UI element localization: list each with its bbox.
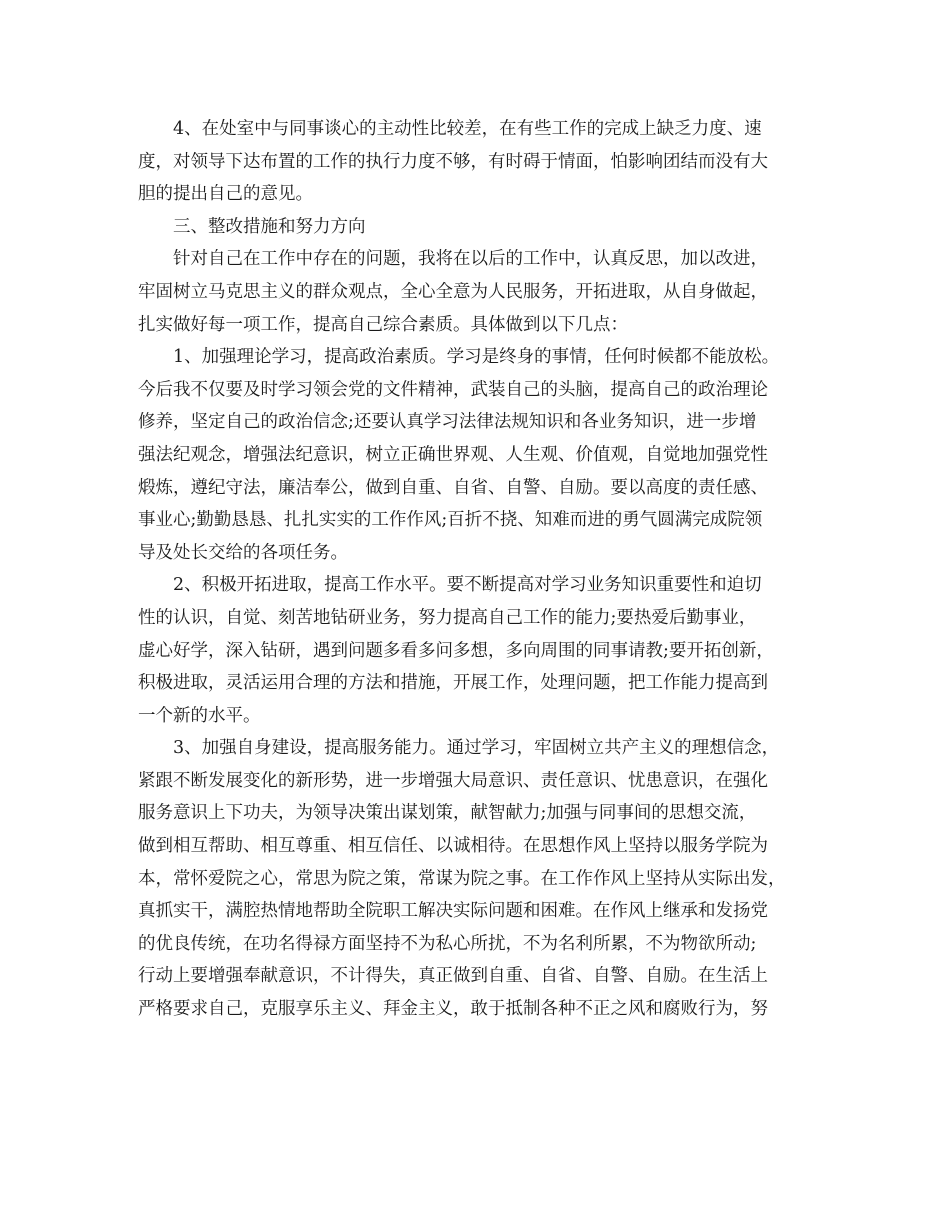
text-line: 修养，坚定自己的政治信念;还要认真学习法律法规知识和各业务知识，进一步增 <box>138 412 757 433</box>
text-line: 2、积极开拓进取，提高工作水平。要不断提高对学习业务知识重要性和迫切 <box>173 575 762 596</box>
text-line: 导及处长交给的各项任务。 <box>138 542 348 563</box>
text-line: 紧跟不断发展变化的新形势，进一步增强大局意识、责任意识、忧患意识，在强化 <box>138 770 768 791</box>
text-line: 事业心;勤勤恳恳、扎扎实实的工作作风;百折不挠、知难而进的勇气圆满完成院领 <box>138 510 763 531</box>
text-line: 强法纪观念，增强法纪意识，树立正确世界观、人生观、价值观，自觉地加强党性 <box>138 444 768 465</box>
text-line: 积极进取，灵活运用合理的方法和措施，开展工作，处理问题，把工作能力提高到 <box>138 673 768 694</box>
text-line: 性的认识，自觉、刻苦地钻研业务，努力提高自己工作的能力;要热爱后勤事业， <box>138 607 757 628</box>
text-line: 针对自己在工作中存在的问题，我将在以后的工作中，认真反思，加以改进， <box>173 249 768 270</box>
text-line: 牢固树立马克思主义的群众观点，全心全意为人民服务，开拓进取，从自身做起， <box>138 281 768 302</box>
text-line: 4、在处室中与同事谈心的主动性比较差，在有些工作的完成上缺乏力度、速 <box>173 119 762 139</box>
text-line: 扎实做好每一项工作，提高自己综合素质。具体做到以下几点： <box>138 314 628 335</box>
text-line: 1、加强理论学习，提高政治素质。学习是终身的事情，任何时候都不能放松。 <box>173 347 780 368</box>
text-line: 的优良传统，在功名得禄方面坚持不为私心所扰，不为名利所累，不为物欲所动; <box>138 933 757 954</box>
text-line: 服务意识上下功夫，为领导决策出谋划策，献智献力;加强与同事间的思想交流， <box>138 803 757 824</box>
text-line: 胆的提出自己的意见。 <box>138 184 313 205</box>
text-line: 3、加强自身建设，提高服务能力。通过学习，牢固树立共产主义的理想信念， <box>173 738 780 759</box>
text-line: 度，对领导下达布置的工作的执行力度不够，有时碍于情面，怕影响团结而没有大 <box>138 151 768 172</box>
document-body <box>138 113 838 1026</box>
text-line: 三、整改措施和努力方向 <box>173 216 366 237</box>
text-line: 做到相互帮助、相互尊重、相互信任、以诚相待。在思想作风上坚持以服务学院为 <box>138 836 768 857</box>
text-line: 真抓实干，满腔热情地帮助全院职工解决实际问题和困难。在作风上继承和发扬党 <box>138 901 768 922</box>
text-line: 今后我不仅要及时学习领会党的文件精神，武装自己的头脑，提高自己的政治理论 <box>138 379 768 400</box>
text-line: 一个新的水平。 <box>138 705 261 726</box>
text-line: 行动上要增强奉献意识，不计得失，真正做到自重、自省、自警、自励。在生活上 <box>138 966 768 987</box>
text-line: 本，常怀爱院之心，常思为院之策，常谋为院之事。在工作作风上坚持从实际出发， <box>138 868 786 889</box>
text-line: 煅炼，遵纪守法，廉洁奉公，做到自重、自省、自警、自励。要以高度的责任感、 <box>138 477 768 498</box>
text-line: 虚心好学，深入钻研，遇到问题多看多问多想，多向周围的同事请教;要开拓创新， <box>138 640 774 661</box>
text-line: 严格要求自己，克服享乐主义、拜金主义，敢于抵制各种不正之风和腐败行为，努 <box>138 999 768 1020</box>
